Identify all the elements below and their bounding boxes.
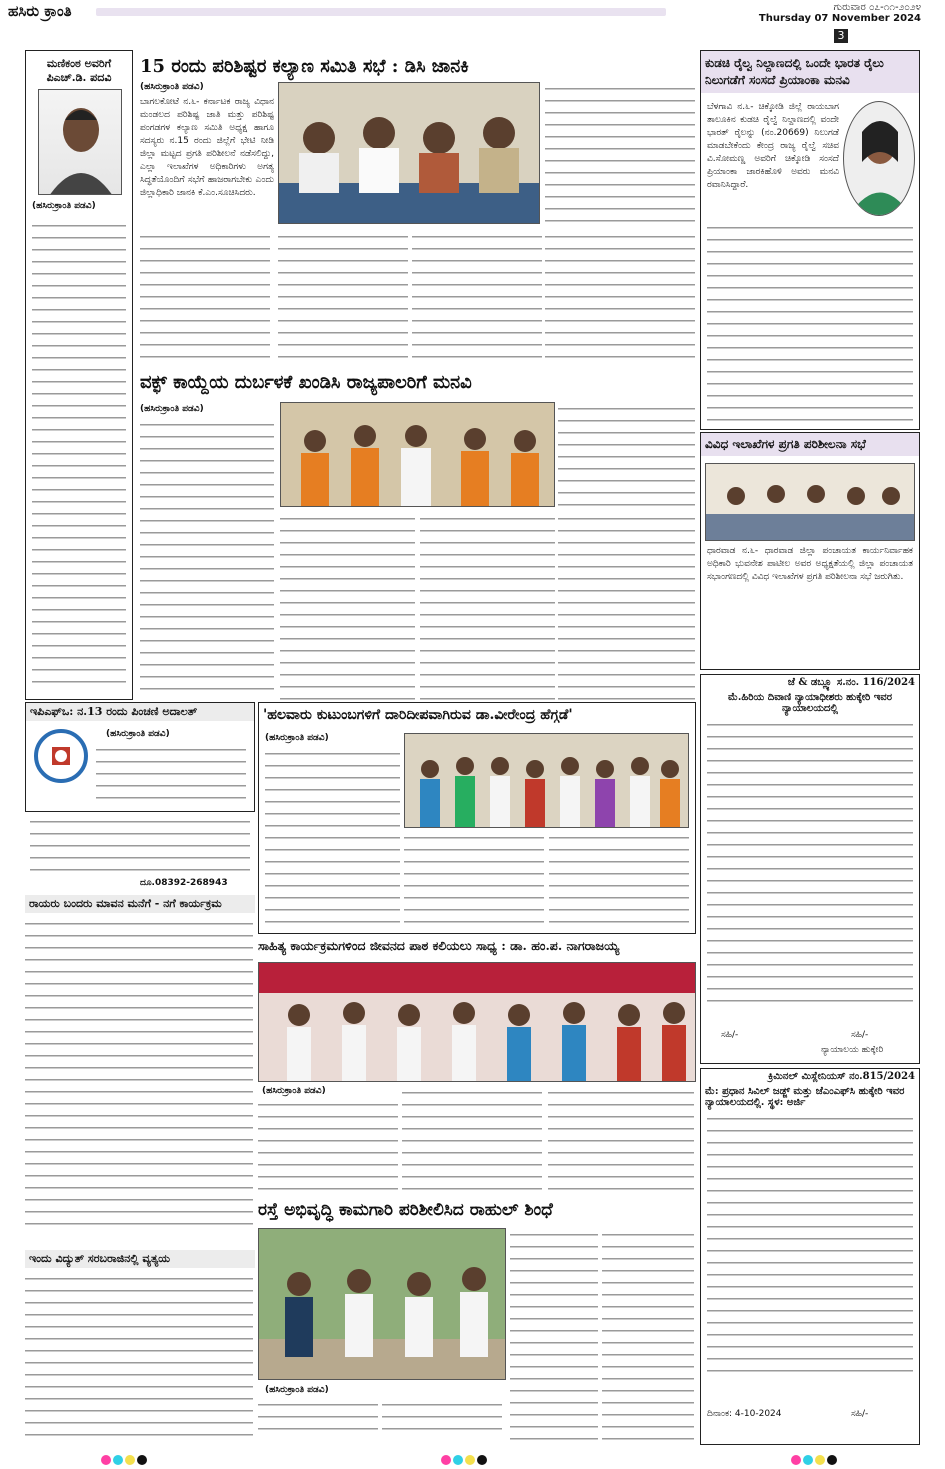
epfo-logo xyxy=(34,729,88,783)
profile-source: (ಹಸಿರುಕ್ರಾಂತಿ ಪಡವಿ) xyxy=(32,201,96,211)
page-number: 3 xyxy=(834,29,848,43)
road-body-col1 xyxy=(258,1398,378,1438)
paper-name: ಹಸಿರು ಕ್ರಾಂತಿ xyxy=(8,2,72,20)
rail-title: ಕುಡಚಿ ರೈಲ್ವ ನಿಲ್ದಾಣದಲ್ಲಿ ಒಂದೇ ಭಾರತ ರೈಲು ನಿಲುಗಡೆಗೆ ಸಂಸದೆ ಪ್ರಿಯಾಂಕಾ ಮನವಿ xyxy=(701,51,919,93)
protest-image xyxy=(281,403,555,507)
sahitya-body-col2 xyxy=(402,1086,542,1198)
waqf-body-col2 xyxy=(280,512,415,700)
sc-st-article xyxy=(140,56,695,77)
notice2-body-text xyxy=(707,1112,913,1382)
court-notice-1 xyxy=(700,674,920,1064)
notice2-date: ದಿನಾಂಕ: 4-10-2024 xyxy=(707,1409,782,1419)
sc-st-body-col2 xyxy=(278,230,408,365)
heggade-photo xyxy=(404,733,689,828)
sahitya-body-col1 xyxy=(258,1098,398,1198)
road-body-col4 xyxy=(602,1228,694,1440)
sc-st-body-col4 xyxy=(412,230,542,365)
waqf-photo xyxy=(280,402,555,507)
notice2-sign: ಸಹಿ/- xyxy=(851,1409,869,1419)
epf-body-text xyxy=(96,743,246,808)
road-article xyxy=(258,1200,696,1220)
rayaru-article xyxy=(25,895,255,1240)
epf-phone: ದೂ.08392-268943 xyxy=(140,878,228,888)
heggade-article xyxy=(258,702,696,934)
road-title: ರಸ್ತೆ ಅಭಿವೃದ್ಧಿ ಕಾಮಗಾರಿ ಪರಿಶೀಲಿಸಿದ ರಾಹುಲ್ ಶಿಂಧೆ xyxy=(258,1200,553,1220)
sc-st-title: 15 ರಂದು ಪರಿಶಿಷ್ಟರ ಕಲ್ಯಾಣ ಸಮಿತಿ ಸಭೆ : ಡಿಸಿ ಜಾನಕಿ xyxy=(140,56,469,77)
waqf-body-col4 xyxy=(558,512,695,700)
waqf-body-col3 xyxy=(420,512,555,700)
heggade-body-col3 xyxy=(549,831,689,927)
power-body-text xyxy=(25,1272,253,1442)
road-inspection-image xyxy=(259,1229,506,1380)
road-body-col2 xyxy=(382,1398,502,1438)
mp-portrait-image xyxy=(844,102,915,216)
notice1-body-text xyxy=(707,718,913,1003)
profile-photo xyxy=(38,89,122,195)
road-photo xyxy=(258,1228,506,1380)
review-article xyxy=(700,432,920,670)
review-meeting-image xyxy=(706,464,915,541)
header-band xyxy=(96,8,666,16)
epf-source: (ಹಸಿರುಕ್ರಾಂತಿ ಪಡವಿ) xyxy=(106,729,170,739)
sahitya-title: ಸಾಹಿತ್ಯ ಕಾರ್ಯಕ್ರಮಗಳಿಂದ ಜೀವನದ ಪಾಠ ಕಲಿಯಲು ಸಾಧ್ಯ : ಡಾ. ಹಂ.ಪ. ನಾಗರಾಜಯ್ಯ xyxy=(258,938,620,953)
notice1-court: ನ್ಯಾಯಾಲಯ ಹುಕ್ಕೇರಿ xyxy=(821,1045,884,1055)
sc-st-body-col1 xyxy=(140,230,270,365)
waqf-body-col4a xyxy=(558,402,695,507)
sahitya-photo xyxy=(258,962,696,1082)
meeting-photo-1 xyxy=(278,82,540,224)
court-notice-2 xyxy=(700,1068,920,1445)
heggade-body-col1 xyxy=(265,747,400,927)
epf-body-text-2 xyxy=(30,815,250,875)
heggade-source: (ಹಸಿರುಕ್ರಾಂತಿ ಪಡವಿ) xyxy=(265,733,329,743)
mp-photo xyxy=(843,101,915,216)
profile-body-text xyxy=(32,219,126,689)
portrait-image xyxy=(39,90,122,195)
profile-article xyxy=(25,50,133,700)
date-block xyxy=(726,2,921,44)
review-title: ವಿವಿಧ ಇಲಾಖೆಗಳ ಪ್ರಗತಿ ಪರಿಶೀಲನಾ ಸಭೆ xyxy=(701,433,919,456)
sc-st-lead: ಬಾಗಲಕೋಟೆ ನ.೬- ಕರ್ನಾಟಕ ರಾಜ್ಯ ವಿಧಾನ ಮಂಡಲದ ಪರಿಶಿಷ್ಟ ಜಾತಿ ಮತ್ತು ಪರಿಶಿಷ್ಟ ಪಂಗಡಗಳ ಕಲ್ಯಾಣ ಸಮಿತಿ ಅಧ್ಯಕ್ಷ ಹಾಗೂ ಸದಸ್ಯರು ನ.15 ರಂದು ಜಿಲ್ಲೆಗೆ ಭೇಟಿ ನೀಡಿ ಜಿಲ್ಲಾ ಮಟ್ಟದ ಪ್ರಗತಿ ಪರಿಶೀಲನೆ ನಡೆಸಲಿದ್ದು, ಎಲ್ಲಾ ಇಲಾಖೆಗಳ ಅಧಿಕಾರಿಗಳು ಅಗತ್ಯ ಸಿದ್ಧತೆಯೊಂದಿಗೆ ಸಭೆಗೆ ಹಾಜರಾಗಬೇಕು ಎಂದು ಜಿಲ್ಲಾಧಿಕಾರಿ ಜಾನಕಿ ಕೆ.ಎಂ.ಸೂಚಿಸಿದರು. xyxy=(140,97,274,198)
masthead xyxy=(0,0,945,46)
notice1-sign-1: ಸಹಿ/- xyxy=(721,1030,739,1040)
rayaru-body-text xyxy=(25,917,253,1232)
sc-st-source: (ಹಸಿರುಕ್ರಾಂತಿ ಪಡವಿ) xyxy=(140,82,204,92)
rail-lead: ಬೆಳಗಾವಿ ನ.೬- ಚಿಕ್ಕೋಡಿ ಜಿಲ್ಲೆ ರಾಯಬಾಗ ತಾಲೂಕಿನ ಕುಡಚಿ ರೈಲ್ವೆ ನಿಲ್ದಾಣದಲ್ಲಿ ವಂದೇ ಭಾರತ್ ರೈಲನ್ನು (ನಂ.20669) ನಿಲುಗಡೆ ಮಾಡಬೇಕೆಂದು ಕೇಂದ್ರ ರಾಜ್ಯ ರೈಲ್ವೆ ಸಚಿವ ವಿ.ಸೋಮಣ್ಣ ಅವರಿಗೆ ಚಿಕ್ಕೋಡಿ ಸಂಸದೆ ಪ್ರಿಯಾಂಕಾ ಜಾರಕಿಹೊಳಿ ಅವರು ಮನವಿ ರವಾನಿಸಿದ್ದಾರೆ. xyxy=(707,102,839,190)
heggade-title: 'ಹಲವಾರು ಕುಟುಂಬಗಳಿಗೆ ದಾರಿದೀಪವಾಗಿರುವ ಡಾ.ವೀರೇಂದ್ರ ಹೆಗ್ಗಡೆ' xyxy=(263,707,573,723)
registration-marks-right xyxy=(790,1450,838,1469)
review-photo xyxy=(705,463,915,541)
meeting-image xyxy=(279,83,540,224)
waqf-source: (ಹಸಿರುಕ್ರಾಂತಿ ಪಡವಿ) xyxy=(140,404,204,414)
heggade-body-col2 xyxy=(404,831,544,927)
group-photo-image xyxy=(405,734,689,828)
epfo-emblem-icon xyxy=(38,733,84,779)
waqf-article xyxy=(140,372,695,393)
waqf-body-col1 xyxy=(140,418,274,698)
road-source: (ಹಸಿರುಕ್ರಾಂತಿ ಪಡವಿ) xyxy=(265,1385,329,1395)
review-lead: ಧಾರವಾಡ ನ.೬- ಧಾರವಾಡ ಜಿಲ್ಲಾ ಪಂಚಾಯತ ಕಾರ್ಯನಿರ್ವಾಹಕ ಅಧಿಕಾರಿ ಭುವನೇಶ ಪಾಟೀಲ ಅವರ ಅಧ್ಯಕ್ಷತೆಯಲ್ಲಿ ಜಿಲ್ಲಾ ಪಂಚಾಯತ ಸಭಾಂಗಣದಲ್ಲಿ ವಿವಿಧ ಇಲಾಖೆಗಳ ಪ್ರಗತಿ ಪರಿಶೀಲನಾ ಸಭೆ ಜರುಗಿತು. xyxy=(707,546,913,582)
power-article xyxy=(25,1250,255,1445)
registration-marks-center xyxy=(440,1450,488,1469)
sahitya-body-col3 xyxy=(548,1086,694,1198)
registration-marks xyxy=(100,1450,148,1469)
notice2-title: ಕ್ರಿಮಿನಲ್ ಮಿಸ್ಲೇನಿಯಸ್ ನಂ.815/2024 xyxy=(768,1071,915,1082)
sc-st-body-col5 xyxy=(545,230,695,365)
epf-title: ಇಪಿಎಫ್‌ಒ: ನ.13 ರಂದು ಪಿಂಚಣಿ ಅದಾಲತ್ xyxy=(26,703,254,721)
sc-st-body-col3 xyxy=(545,82,695,227)
road-body-col3 xyxy=(510,1228,598,1440)
event-stage-image xyxy=(259,963,696,1082)
notice1-sub: ಮೆ.ಹಿರಿಯ ದಿವಾಣಿ ನ್ಯಾಯಾಧೀಶರು ಹುಕ್ಕೇರಿ ಇವರ ನ್ಯಾಯಾಲಯದಲ್ಲಿ xyxy=(728,692,892,714)
date-kannada: ಗುರುವಾರ ೦೭-೧೧-೨೦೨೪ xyxy=(833,2,921,13)
rail-body-text xyxy=(707,221,913,421)
epf-article xyxy=(25,702,255,812)
date-english: Thursday 07 November 2024 xyxy=(758,13,921,24)
notice2-sub: ಮೆ: ಪ್ರಧಾನ ಸಿವಿಲ್ ಜಡ್ಜ್ ಮತ್ತು ಜೆಎಂಎಫ್‌ಸಿ ಹುಕ್ಕೇರಿ ಇವರ ನ್ಯಾಯಾಲಯದಲ್ಲಿ. ಸ್ಥಳ: ಅರ್ಜಿ xyxy=(705,1086,905,1108)
sahitya-source: (ಹಸಿರುಕ್ರಾಂತಿ ಪಡವಿ) xyxy=(262,1086,326,1096)
rail-article xyxy=(700,50,920,430)
waqf-title: ವಕ್ಫ್ ಕಾಯ್ದೆಯ ದುರ್ಬಳಕೆ ಖಂಡಿಸಿ ರಾಜ್ಯಪಾಲರಿಗೆ ಮನವಿ xyxy=(140,372,472,393)
rayaru-title: ರಾಯರು ಬಂದರು ಮಾವನ ಮನೆಗೆ - ನಗೆ ಕಾರ್ಯಕ್ರಮ xyxy=(25,895,255,913)
profile-title-2: ಪಿಎಚ್‌.ಡಿ. ಪದವಿ xyxy=(46,71,112,84)
notice1-sign-2: ಸಹಿ/- xyxy=(851,1030,869,1040)
notice1-title: ಜೆ & ಡಬ್ಲ್ಯೂ ಸ.ನಂ. 116/2024 xyxy=(787,677,915,688)
sahitya-article xyxy=(258,938,696,954)
power-title: ಇಂದು ವಿದ್ಯುತ್ ಸರಬರಾಜಿನಲ್ಲಿ ವ್ಯತ್ಯಯ xyxy=(25,1250,255,1268)
profile-title-1: ಮಣಿಕಂಠ ಅವರಿಗೆ xyxy=(46,57,112,70)
